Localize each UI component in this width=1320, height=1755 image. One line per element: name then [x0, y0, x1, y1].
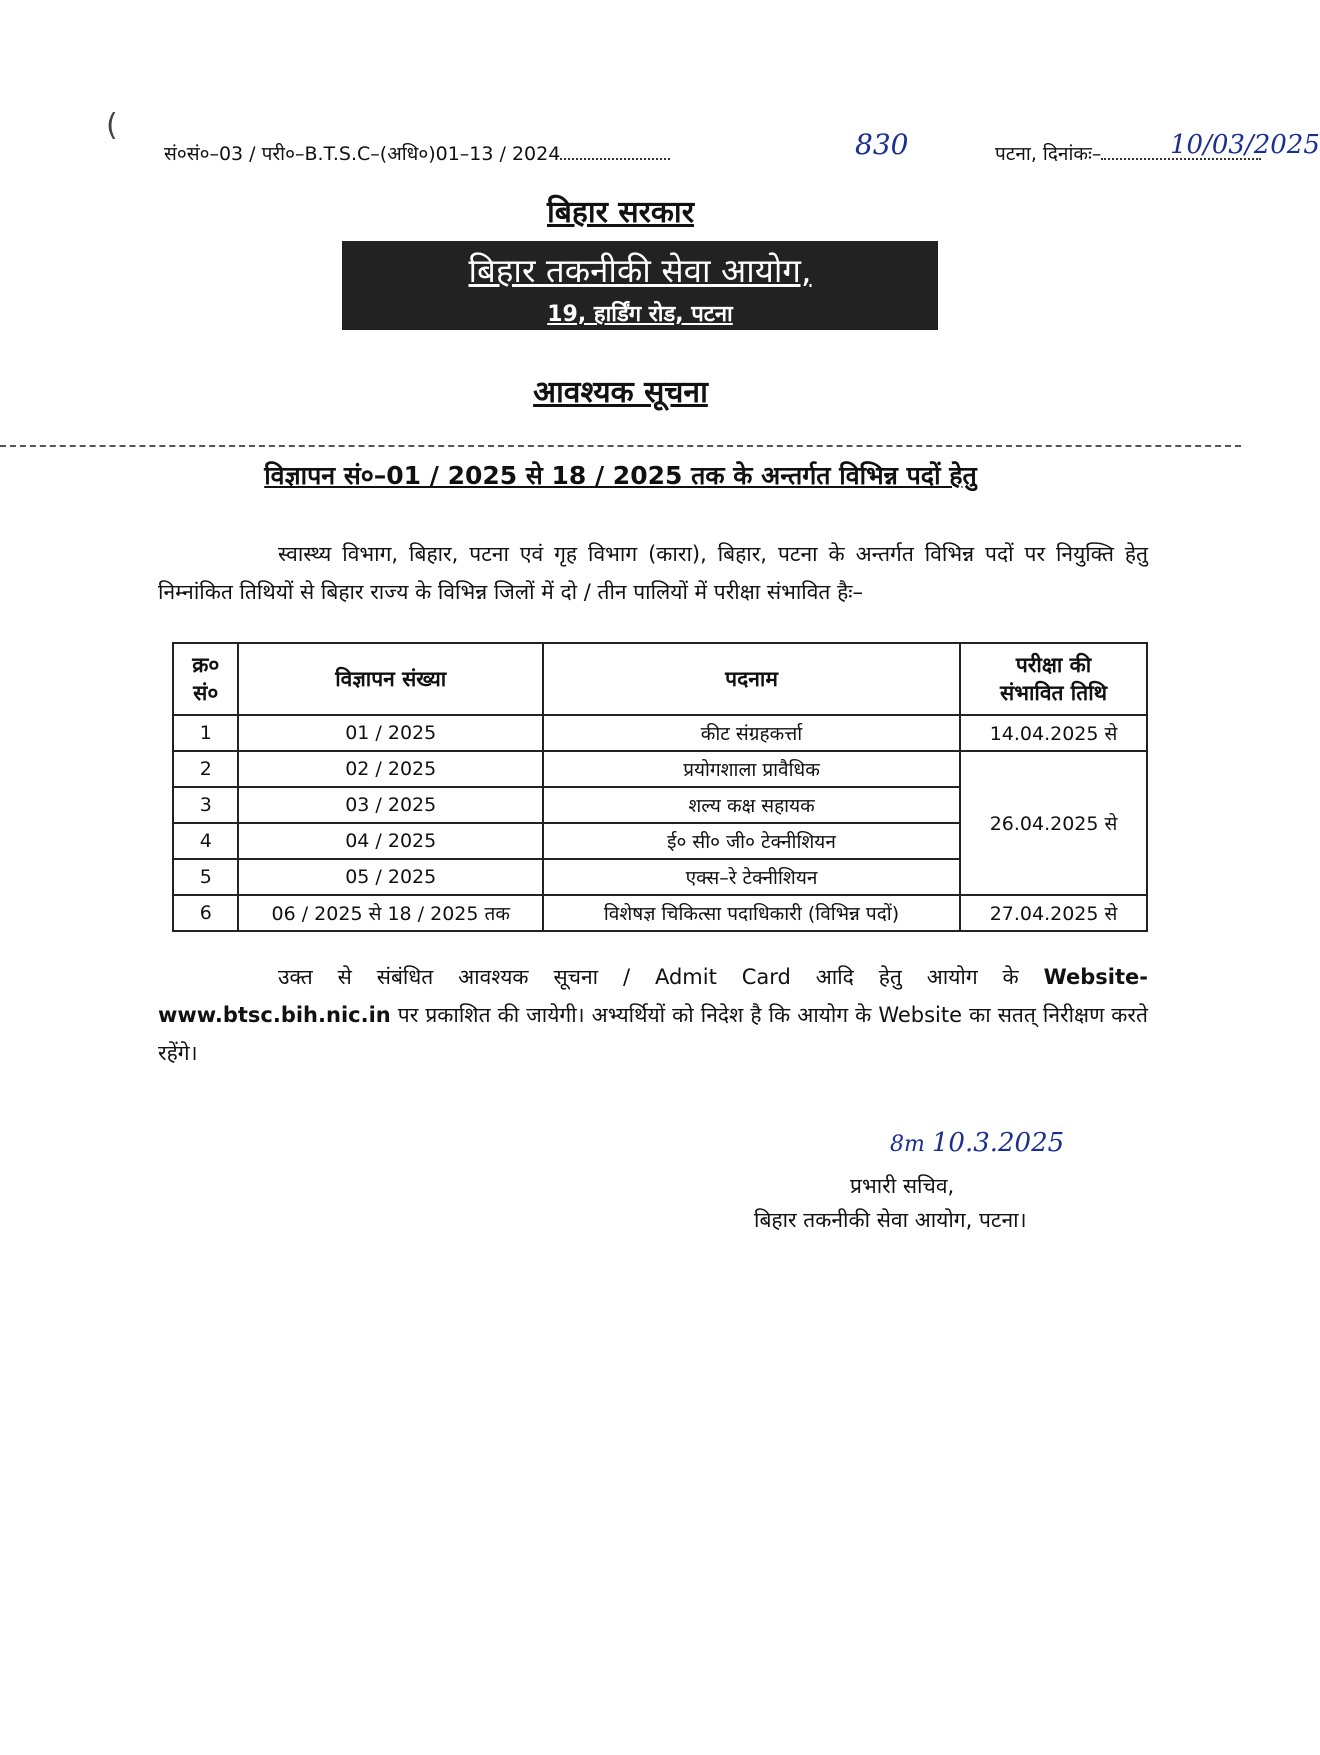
- handwritten-date: 10/03/2025: [1170, 130, 1320, 160]
- government-heading: बिहार सरकार: [547, 195, 694, 230]
- handwritten-signature: 8m 10.3.2025: [890, 1128, 1065, 1158]
- header-serial: क्र० सं०: [173, 643, 238, 715]
- cell-date: 27.04.2025 से: [960, 895, 1147, 931]
- commission-name: बिहार तकनीकी सेवा आयोग,: [468, 251, 812, 290]
- cell-serial: 5: [173, 859, 238, 895]
- header-post: पदनाम: [543, 643, 960, 715]
- cell-serial: 6: [173, 895, 238, 931]
- table-row: [173, 895, 1147, 931]
- cell-advt: 02 / 2025: [238, 751, 543, 787]
- subject-line: विज्ञापन सं०–01 / 2025 से 18 / 2025 तक के अन्तर्गत विभिन्न पदों हेतु: [264, 461, 977, 490]
- margin-mark: (: [106, 108, 118, 143]
- intro-paragraph: स्वास्थ्य विभाग, बिहार, पटना एवं गृह विभाग (कारा), बिहार, पटना के अन्तर्गत विभिन्न पदों पर नियुक्ति हेतु निम्नांकित तिथियों से बिहार राज्य के विभिन्न जिलों में दो / तीन पालियों में परीक्षा संभावित हैः–: [158, 542, 1148, 604]
- notice-title: आवश्यक सूचना: [533, 375, 708, 410]
- cell-serial: 4: [173, 823, 238, 859]
- commission-address: 19, हार्डिंग रोड, पटना: [547, 302, 733, 327]
- table-header-row: [173, 643, 1147, 715]
- cell-advt: 01 / 2025: [238, 715, 543, 751]
- cell-serial: 1: [173, 715, 238, 751]
- cell-advt: 03 / 2025: [238, 787, 543, 823]
- exam-schedule-table: [172, 642, 1148, 932]
- signatory-designation: प्रभारी सचिव,: [850, 1174, 955, 1198]
- website-link[interactable]: Website-www.btsc.bih.nic.in: [158, 965, 1148, 1027]
- cell-post: ई० सी० जी० टेक्नीशियन: [543, 823, 960, 859]
- table-row: [173, 715, 1147, 751]
- cell-advt: 04 / 2025: [238, 823, 543, 859]
- header-advt-number: विज्ञापन संख्या: [238, 643, 543, 715]
- cell-serial: 3: [173, 787, 238, 823]
- reference-line: [160, 128, 1320, 172]
- cell-post: प्रयोगशाला प्रावैधिक: [543, 751, 960, 787]
- cell-post: शल्य कक्ष सहायक: [543, 787, 960, 823]
- reference-number: सं०सं०–03 / परी०–B.T.S.C–(अधि०)01–13 / 2024: [164, 140, 670, 166]
- closing-paragraph: उक्त से संबंधित आवश्यक सूचना / Admit Card आदि हेतु आयोग के Website-www.btsc.bih.nic.in पर प्रकाशित की जायेगी। अभ्यर्थियों को निदेश है कि आयोग के Website का सतत् निरीक्षण करते रहेंगे।: [158, 965, 1148, 1065]
- cell-post: विशेषज्ञ चिकित्सा पदाधिकारी (विभिन्न पदों): [543, 895, 960, 931]
- divider: [0, 445, 1241, 447]
- cell-post: एक्स–रे टेक्नीशियन: [543, 859, 960, 895]
- cell-date: 26.04.2025 से: [960, 751, 1147, 895]
- cell-advt: 06 / 2025 से 18 / 2025 तक: [238, 895, 543, 931]
- cell-post: कीट संग्रहकर्त्ता: [543, 715, 960, 751]
- signatory-organization: बिहार तकनीकी सेवा आयोग, पटना।: [754, 1208, 1027, 1232]
- table-row: [173, 751, 1147, 787]
- handwritten-reference-number: 830: [855, 128, 909, 161]
- date-label: पटना, दिनांकः–: [995, 140, 1261, 166]
- cell-advt: 05 / 2025: [238, 859, 543, 895]
- header-exam-date: परीक्षा की संभावित तिथि: [960, 643, 1147, 715]
- commission-banner: [342, 241, 938, 330]
- cell-serial: 2: [173, 751, 238, 787]
- cell-date: 14.04.2025 से: [960, 715, 1147, 751]
